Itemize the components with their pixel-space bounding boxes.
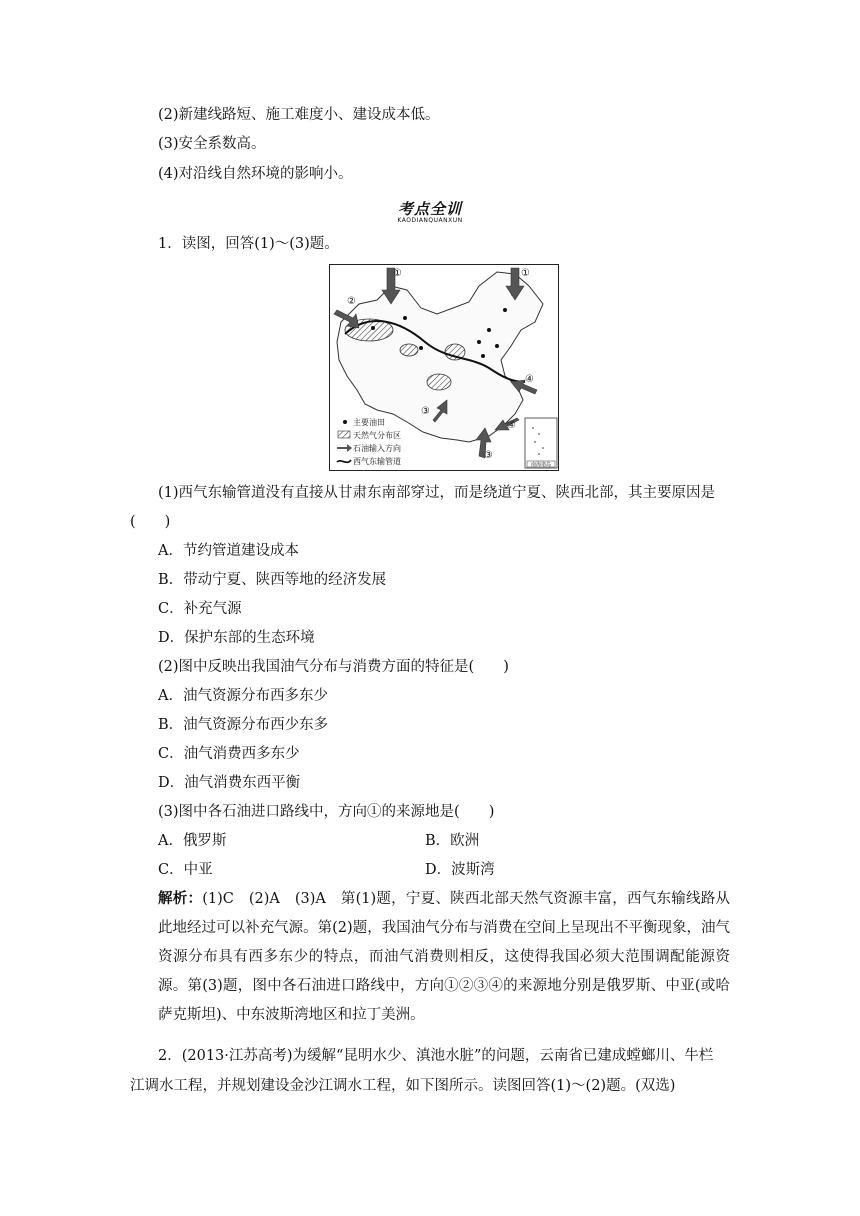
map-marker-3-south: ③: [484, 450, 493, 461]
q1-1-option-b: B．带动宁夏、陕西等地的经济发展: [158, 572, 387, 588]
south-china-sea-inset: [525, 418, 557, 468]
q1-3-option-c: C．中亚: [158, 862, 213, 878]
map-marker-4-east: ④: [525, 374, 534, 385]
banner-title: 考点全训: [397, 200, 462, 218]
q1-2-option-b: B．油气资源分布西少东多: [158, 717, 329, 733]
q1-2-option-d: D．油气消费东西平衡: [158, 775, 301, 791]
map-marker-1-east: ①: [521, 268, 530, 279]
analysis-text: (1)C (2)A (3)A 第(1)题，宁夏、陕西北部天然气资源丰富，西气东输线路从此地经过可以补充气源。第(2)题，我国油气分布与消费在空间上呈现出不平衡现象，油气资源分布具有西多东少的特点，而油气消费则相反，这使得我国必须大范围调配能源资源。第(3)题，图中各石油进口路线中，方向①②③④的来源地分别是俄罗斯、中亚(或哈萨克斯坦)、中东波斯湾地区和拉丁美洲。: [158, 891, 730, 1023]
q1-1-stem: (1)西气东输管道没有直接从甘肃东南部穿过，而是绕道宁夏、陕西北部，其主要原因是: [158, 485, 716, 501]
gas-region-qaidam: [400, 344, 418, 356]
inset-label: 南海诸岛: [531, 462, 552, 468]
q1-2-stem: (2)图中反映出我国油气分布与消费方面的特征是( ): [158, 659, 509, 675]
intro-line-4: (4)对沿线自然环境的影响小。: [158, 166, 353, 182]
map-marker-2: ②: [347, 296, 356, 307]
q1-analysis: [158, 884, 730, 1030]
analysis-label: 解析：: [158, 890, 203, 907]
q1-1-option-a: A．节约管道建设成本: [158, 543, 299, 559]
q1-1-blank: ( ): [130, 514, 171, 530]
intro-line-2: (2)新建线路短、施工难度小、建设成本低。: [158, 107, 440, 123]
q1-stem: 1．读图，回答(1)～(3)题。: [158, 236, 339, 252]
map-marker-3-west: ③: [421, 406, 430, 417]
q1-1-option-d: D．保护东部的生态环境: [158, 630, 315, 646]
intro-line-3: (3)安全系数高。: [158, 136, 266, 152]
legend-oil-field: 主要油田: [353, 418, 385, 427]
legend-gas-area: 天然气分布区: [353, 431, 401, 440]
banner-subtitle: KAODIANQUANXUN: [397, 217, 463, 224]
gas-region-sichuan: [427, 374, 451, 390]
legend-pipeline: 西气东输管道: [353, 457, 401, 466]
q1-2-option-c: C．油气消费西多东少: [158, 746, 300, 762]
map-marker-1-west: ①: [393, 268, 402, 279]
q2-line-1: 2．(2013·江苏高考)为缓解“昆明水少、滇池水脏”的问题，云南省已建成螳螂川、牛栏: [158, 1048, 714, 1064]
q1-3-option-d: D．波斯湾: [425, 862, 495, 878]
q2-line-2: 江调水工程，并规划建设金沙江调水工程，如下图所示。读图回答(1)～(2)题。(双选): [130, 1078, 676, 1094]
q1-3-stem: (3)图中各石油进口路线中，方向①的来源地是( ): [158, 804, 495, 820]
q1-1-option-c: C．补充气源: [158, 601, 242, 617]
legend-oil-import: 石油输入方向: [353, 444, 401, 453]
q1-3-option-b: B．欧洲: [425, 833, 480, 849]
china-oil-gas-map: [329, 264, 559, 471]
q1-3-option-a: A．俄罗斯: [158, 833, 227, 849]
section-banner: [384, 198, 476, 228]
q1-2-option-a: A．油气资源分布西多东少: [158, 688, 328, 704]
map-marker-4-south: ④: [507, 420, 516, 431]
